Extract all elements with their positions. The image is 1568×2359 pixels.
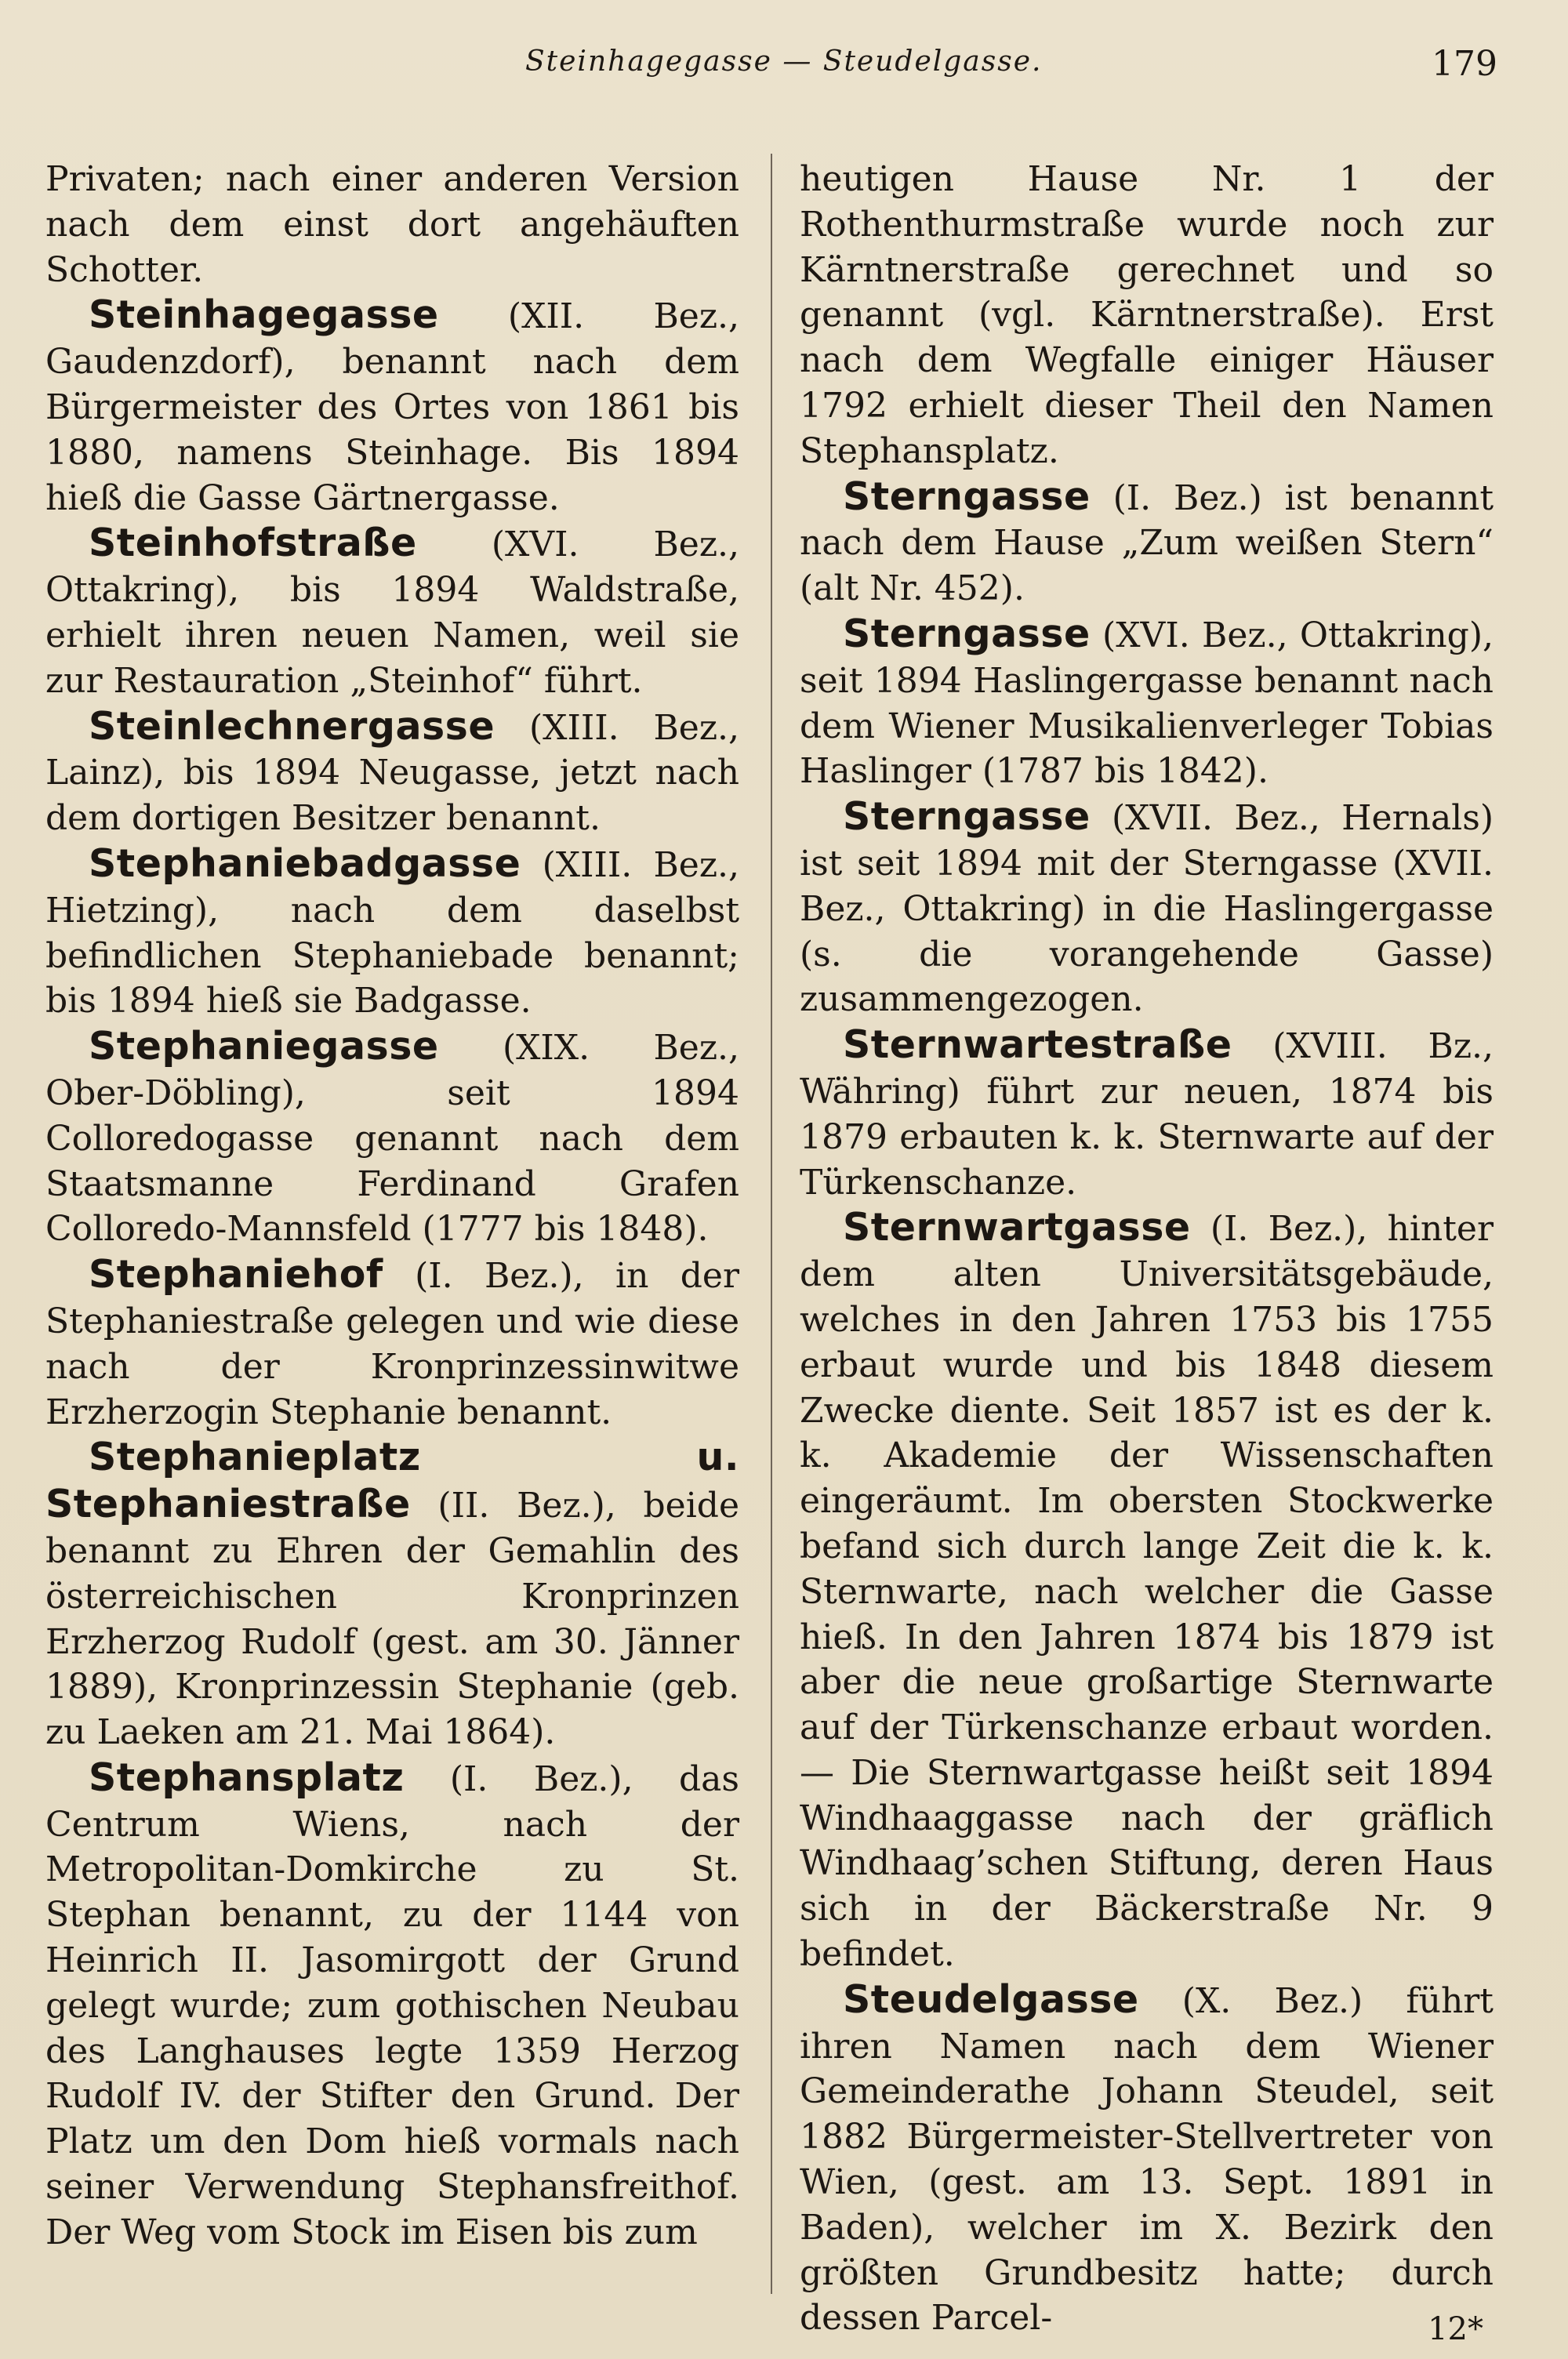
dictionary-entry	[800, 1022, 1494, 1205]
dictionary-entry	[800, 157, 1494, 474]
entry-headword: Stephanieplatz u. Stephaniestraße	[45, 1435, 739, 1527]
dictionary-entry	[800, 474, 1494, 612]
entry-text: (XVI. Bez., Ottakring), seit 1894 Haslingergasse benannt nach dem Wiener Musikalienverleger Tobias Haslinger (1787 bis 1842).	[800, 615, 1494, 792]
entry-headword: Sternwartestraße	[843, 1022, 1232, 1068]
left-column	[45, 157, 739, 2256]
dictionary-entry	[45, 521, 739, 703]
entry-headword: Steinlechnergasse	[89, 703, 495, 749]
entry-headword: Sterngasse	[843, 611, 1091, 656]
dictionary-entry	[45, 1755, 739, 2256]
dictionary-entry	[800, 612, 1494, 794]
right-column	[800, 157, 1494, 2341]
dictionary-entry	[45, 1024, 739, 1252]
entry-headword: Sterngasse	[843, 474, 1091, 519]
entry-text: (XVI. Bez., Ottakring), bis 1894 Waldstraße, erhielt ihren neuen Namen, weil sie zur Restauration „Steinhof“ führt.	[45, 524, 739, 701]
dictionary-entry	[800, 794, 1494, 1022]
page-number: 179	[1432, 44, 1497, 84]
entry-text: (XIII. Bez., Lainz), bis 1894 Neugasse, jetzt nach dem dortigen Besitzer benannt.	[45, 707, 739, 839]
entry-text: (I. Bez.) ist benannt nach dem Hause „Zum weißen Stern“ (alt Nr. 452).	[800, 477, 1494, 609]
entry-text: (XIII. Bez., Hietzing), nach dem daselbst befindlichen Stephaniebade benannt; bis 1894 hieß sie Badgasse.	[45, 844, 739, 1022]
entry-headword: Steinhofstraße	[89, 521, 417, 566]
dictionary-entry	[45, 157, 739, 292]
entry-headword: Stephaniegasse	[89, 1024, 439, 1069]
entry-headword: Sternwartgasse	[843, 1205, 1191, 1250]
dictionary-entry	[45, 841, 739, 1024]
entry-headword: Steinhagegasse	[89, 292, 439, 338]
entry-text: (XVII. Bez., Hernals) ist seit 1894 mit der Sterngasse (XVII. Bez., Ottakring) in die Haslingergasse (s. die vorangehende Gasse) zusammengezogen.	[800, 798, 1494, 1020]
entry-text: (I. Bez.), in der Stephaniestraße gelegen und wie diese nach der Kronprinzessinwitwe Erzherzogin Stephanie benannt.	[45, 1256, 739, 1432]
entry-text: (I. Bez.), hinter dem alten Universitätsgebäude, welches in den Jahren 1753 bis 1755 erbaut wurde und bis 1848 diesem Zwecke diente. Seit 1857 ist es der k. k. Akademie der Wissenschaften eingeräumt. Im obersten Stockwerke befand sich durch lange Zeit die k. k. Sternwarte, nach welcher die Gasse hieß. In den Jahren 1874 bis 1879 ist aber die neue großartige Sternwarte auf der Türkenschanze erbaut worden. — Die Sternwartgasse heißt seit 1894 Windhaaggasse nach der gräflich Windhaag’schen Stiftung, deren Haus sich in der Bäckerstraße Nr. 9 befindet.	[800, 1209, 1494, 1975]
entry-text: (XIX. Bez., Ober-Döbling), seit 1894 Colloredogasse genannt nach dem Staatsmanne Ferdinand Grafen Colloredo-Mannsfeld (1777 bis 1848).	[45, 1028, 739, 1250]
page-header	[0, 45, 1568, 93]
running-title: Steinhagegasse — Steudelgasse.	[525, 45, 1043, 78]
dictionary-entry	[45, 704, 739, 841]
entry-text: (XII. Bez., Gaudenzdorf), benannt nach dem Bürgermeister des Ortes von 1861 bis 1880, namens Steinhage. Bis 1894 hieß die Gasse Gärtnergasse.	[45, 296, 739, 518]
entry-text: heutigen Hause Nr. 1 der Rothenthurmstraße wurde noch zur Kärntnerstraße gerechnet und so genannt (vgl. Kärntnerstraße). Erst nach dem Wegfalle einiger Häuser 1792 erhielt dieser Theil den Namen Stephansplatz.	[800, 159, 1494, 471]
entry-headword: Stephansplatz	[89, 1755, 405, 1800]
entry-text: (X. Bez.) führt ihren Namen nach dem Wiener Gemeinderathe Johann Steudel, seit 1882 Bürgermeister-Stellvertreter von Wien, (gest. am 13. Sept. 1891 in Baden), welcher im X. Bezirk den größten Grundbesitz hatte; durch dessen Parcel-	[800, 1980, 1494, 2339]
entry-headword: Sterngasse	[843, 794, 1091, 840]
dictionary-entry	[800, 1977, 1494, 2341]
dictionary-entry	[800, 1205, 1494, 1977]
entry-headword: Stephaniehof	[89, 1252, 383, 1297]
entry-text: (I. Bez.), das Centrum Wiens, nach der Metropolitan-Domkirche zu St. Stephan benannt, zu der 1144 von Heinrich II. Jasomirgott der Grund gelegt wurde; zum gothischen Neubau des Langhauses legte 1359 Herzog Rudolf IV. der Stifter den Grund. Der Platz um den Dom hieß vormals nach seiner Verwendung Stephansfreithof. Der Weg vom Stock im Eisen bis zum	[45, 1758, 739, 2252]
entry-text: (II. Bez.), beide benannt zu Ehren der Gemahlin des österreichischen Kronprinzen Erzherzog Rudolf (gest. am 30. Jänner 1889), Kronprinzessin Stephanie (geb. zu Laeken am 21. Mai 1864).	[45, 1486, 739, 1753]
dictionary-entry	[45, 1435, 739, 1755]
signature-mark: 12*	[1428, 2311, 1483, 2347]
column-divider	[771, 154, 772, 2294]
entry-headword: Steudelgasse	[843, 1976, 1139, 2022]
dictionary-entry	[45, 292, 739, 521]
dictionary-entry	[45, 1252, 739, 1435]
entry-text: Privaten; nach einer anderen Version nach dem einst dort angehäuften Schotter.	[45, 159, 739, 290]
entry-text: (XVIII. Bz., Währing) führt zur neuen, 1874 bis 1879 erbauten k. k. Sternwarte auf der Türkenschanze.	[800, 1026, 1494, 1203]
entry-headword: Stephaniebadgasse	[89, 840, 521, 886]
